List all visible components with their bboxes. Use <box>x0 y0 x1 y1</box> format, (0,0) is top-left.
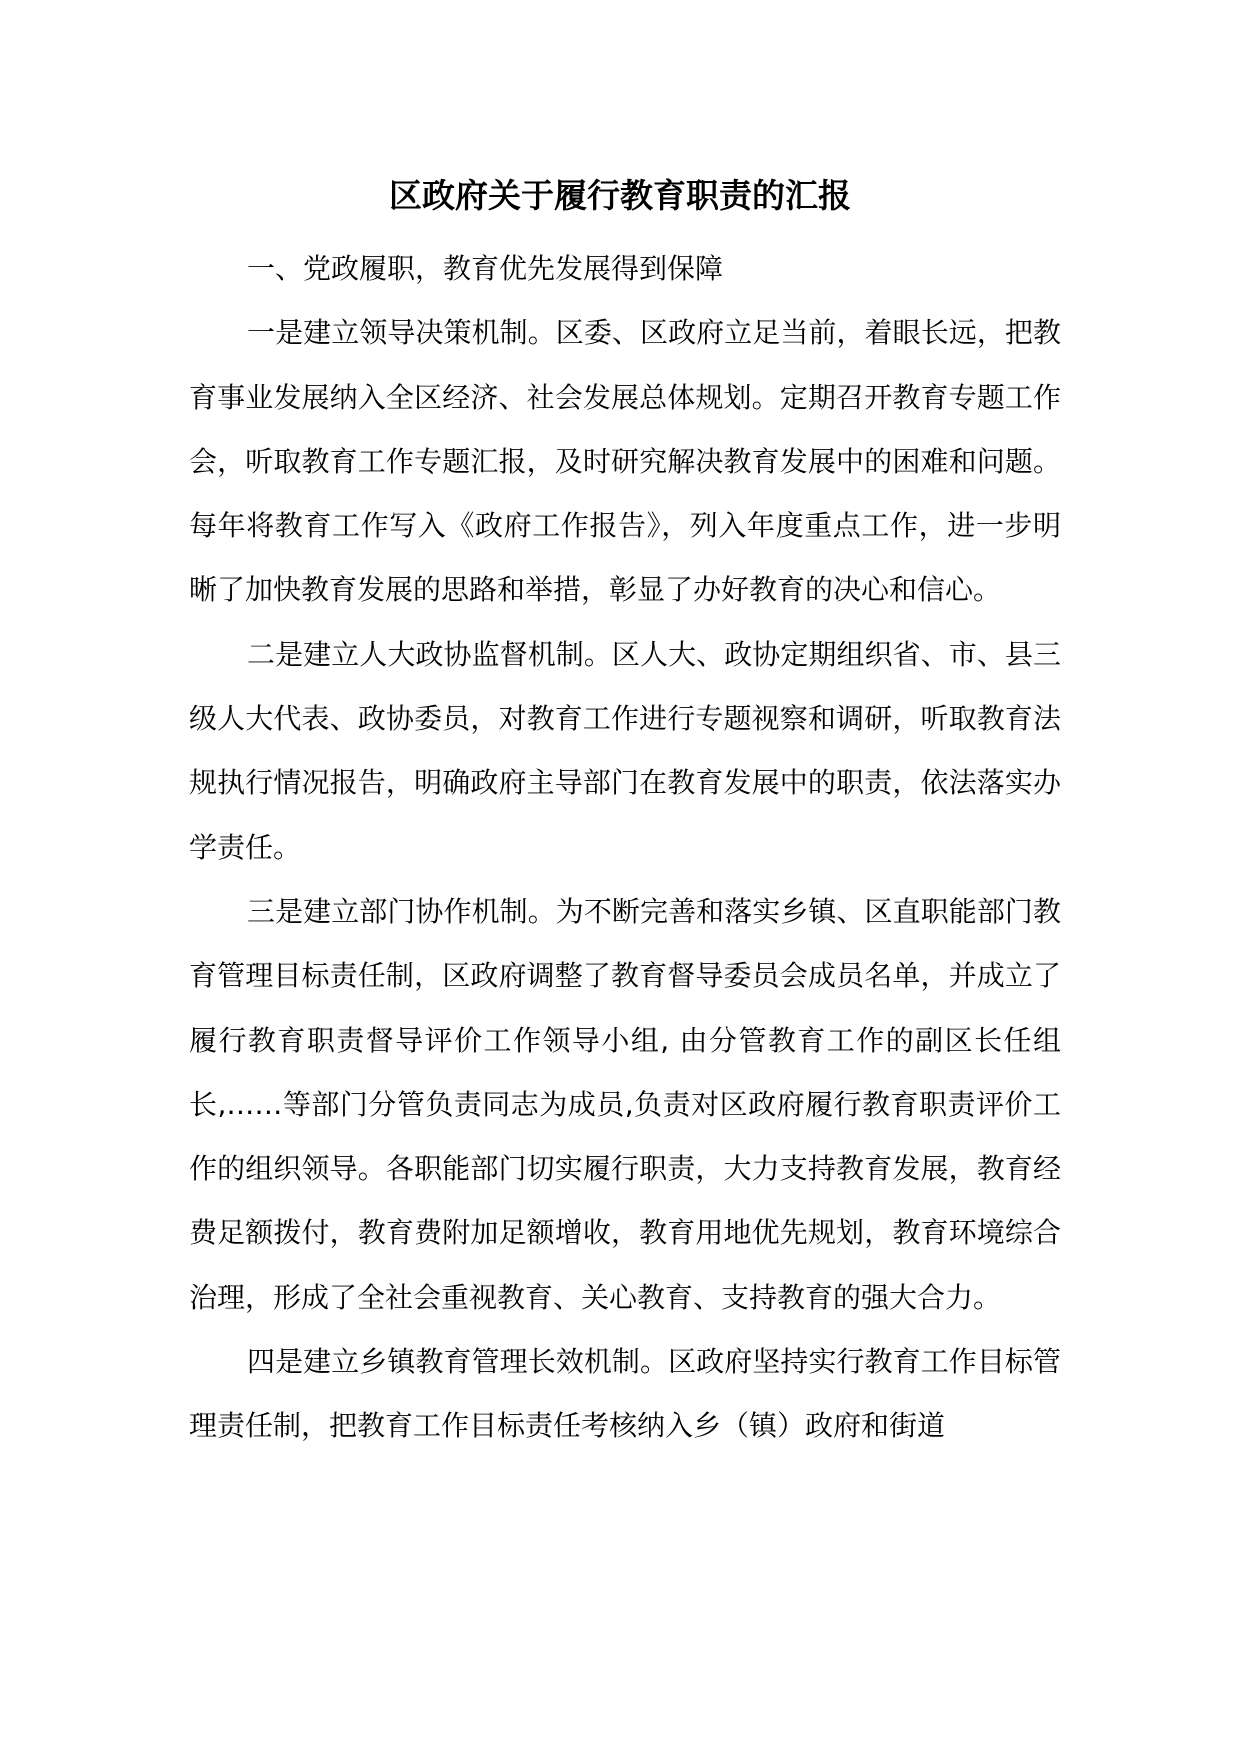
document-body <box>189 237 1061 1459</box>
paragraph-department-collaboration: 三是建立部门协作机制。为不断完善和落实乡镇、区直职能部门教育管理目标责任制，区政府调整了教育督导委员会成员名单，并成立了履行教育职责督导评价工作领导小组, 由分管教育工作的副区长任组长,……等部门分管负责同志为成员,负责对区政府履行教育职责评价工作的组织领导。各职能部门切实履行职责，大力支持教育发展，教育经费足额拨付，教育费附加足额增收，教育用地优先规划，教育环境综合治理，形成了全社会重视教育、关心教育、支持教育的强大合力。 <box>189 894 1061 1314</box>
paragraph-township-management: 四是建立乡镇教育管理长效机制。区政府坚持实行教育工作目标管理责任制，把教育工作目标责任考核纳入乡（镇）政府和街道 <box>189 1345 1061 1443</box>
document-title: 区政府关于履行教育职责的汇报 <box>389 176 851 215</box>
paragraph-leadership-decision: 一是建立领导决策机制。区委、区政府立足当前，着眼长远，把教育事业发展纳入全区经济、社会发展总体规划。定期召开教育专题工作会，听取教育工作专题汇报，及时研究解决教育发展中的困难和问题。每年将教育工作写入《政府工作报告》，列入年度重点工作，进一步明晰了加快教育发展的思路和举措，彰显了办好教育的决心和信心。 <box>189 316 1061 607</box>
section-heading: 一、党政履职，教育优先发展得到保障 <box>247 252 724 285</box>
paragraph-npc-cppcc-supervision: 二是建立人大政协监督机制。区人大、政协定期组织省、市、县三级人大代表、政协委员，对教育工作进行专题视察和调研，听取教育法规执行情况报告，明确政府主导部门在教育发展中的职责，依法落实办学责任。 <box>189 637 1061 864</box>
